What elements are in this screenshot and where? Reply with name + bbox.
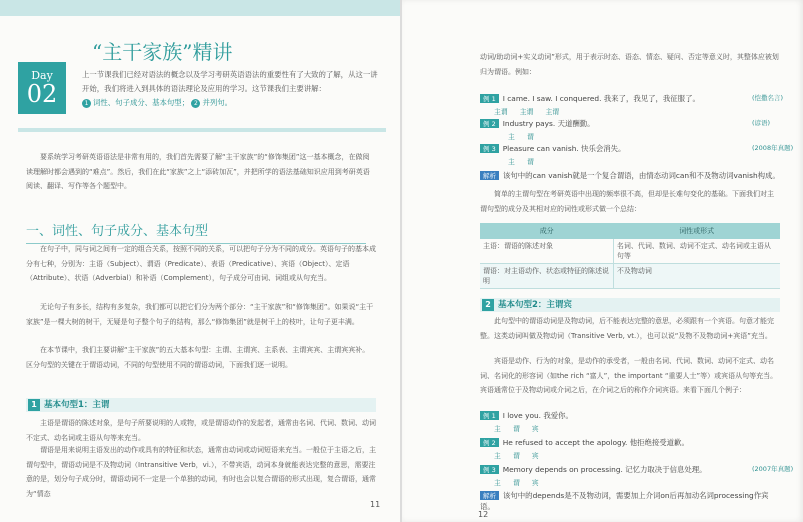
intro-topics [82,98,232,107]
example-text: Memory depends on processing. 记忆力取决于信息处理。 [502,465,707,474]
middle-paragraph: 简单的主谓句型在考研英语中出现的频率很不高，但却是长难句变化的基础。下面我们对主谓句型的成分及其相对应的词性或形式做一个总结： [480,190,774,213]
table-cell: 谓语：对主语动作、状态或特征的陈述说明 [480,264,613,289]
chapter-title: “主干家族”精讲 [92,40,233,64]
subheading-number: 2 [482,299,494,311]
intro-topic-1: 词性、句子成分、基本句型； [93,98,190,107]
table-cell: 不及物动词 [613,264,780,289]
example-text: Industry pays. 天道酬勤。 [502,119,595,128]
table-row [480,264,780,289]
example-source: (2007年真题) [752,465,794,473]
day-badge [18,62,66,114]
example-source: (恺撒名言) [752,94,784,102]
example-source: (2008年真题) [752,144,794,152]
example-tag: 例 2 [480,119,499,128]
example-2-roles: 主 谓 [508,133,534,141]
table-cell: 名词、代词、数词、动词不定式、动名词或主语从句等 [613,239,780,264]
subheading-title: 基本句型1：主谓 [44,400,110,410]
example-3-roles: 主 谓 [508,158,534,166]
number-2-icon: 2 [191,99,200,108]
example-tag: 例 1 [480,411,499,420]
paragraph-3: 无论句子有多长，结构有多复杂，我们都可以把它们分为两个部分：“主干家族”和“修饰集团”。如果说“主干家族”是一棵大树的树干，无疑是句子整个句子的结构，那么“修饰集团”就是树干上的枝叶，让句子更丰满。 [26,303,374,326]
analysis-text: 该句中的can vanish就是一个复合谓语，由情态动词can和不及物动词vanish构成。 [503,171,780,180]
left-page [0,0,400,522]
analysis-tag: 解析 [480,171,499,180]
number-1-icon: 1 [82,99,91,108]
analysis-note-1 [480,170,780,181]
day-number: 02 [26,80,58,108]
paragraph-4: 在本节课中，我们主要讲解“主干家族”的五大基本句型：主谓、主谓宾、主系表、主谓宾宾、主谓宾宾补。区分句型的关键在于谓语动词，不同的句型使用不同的谓语动词，下面我们逐一说明。 [26,346,370,369]
section-divider [18,128,386,132]
analysis-text: 该句中的depends是不及物动词，需要加上介词on后再加动名词processing作宾语。 [480,491,769,511]
table-row [480,239,780,264]
section-title: 一、词性、句子成分、基本句型 [26,220,366,244]
example-5-roles: 主 谓 宾 [494,452,539,460]
subheading-number: 1 [28,399,40,411]
intro-text: 上一节课我们已经对语法的概念以及学习考研英语语法的重要性有了大致的了解，从这一讲开始，我们将进入到具体的语法理论及应用的学习。这节课我们主要讲解： [82,70,378,93]
example-4 [480,410,780,421]
table-header: 词性或形式 [613,223,780,239]
subheading-title: 基本句型2：主谓宾 [498,300,572,310]
paragraph-5: 主语是谓语的陈述对象，是句子所要说明的人或物，或是谓语动作的发起者，通常由名词、代词、数词、动词不定式、动名词或主语从句等来充当。 [26,419,376,442]
paragraph-7: 此句型中的谓语动词是及物动词，后不能表达完整的意思，必须跟有一个宾语。句意才能完整。这类动词叫做及物动词（Transitive Verb, vt.），也可以说“及物不及物动词+宾语”充当。 [480,317,774,340]
page-number: 12 [478,510,489,519]
analysis-tag: 解析 [480,491,499,500]
right-page [402,0,803,522]
example-2 [480,118,780,129]
header-band [0,0,400,16]
example-text: Pleasure can vanish. 快乐会消失。 [502,144,626,153]
table-header: 成分 [480,223,613,239]
paragraph-2: 在句子中，同与词之间有一定的组合关系，按照不同的关系，可以把句子分为不同的成分。英语句子的基本成分有七种，分别为：主语（Subject）、谓语（Predicate）、表语（Predicative）、宾语（Object）、定语（Attribute）、状语（Adverbial）和补语（Complement），句子成分可由词、词组或从句充当。 [26,245,376,282]
summary-table [480,223,780,289]
example-5 [480,437,780,448]
example-3 [480,143,794,154]
table-header-row [480,223,780,239]
subheading-pattern-1 [26,398,376,412]
example-tag: 例 2 [480,438,499,447]
example-text: He refused to accept the apology. 他拒绝接受道歉。 [502,438,689,447]
intro-paragraph [82,68,382,110]
example-tag: 例 1 [480,94,499,103]
example-tag: 例 3 [480,465,499,474]
intro-topic-2: 并列句。 [202,98,233,107]
example-6-roles: 主 谓 宾 [494,479,539,487]
top-paragraph: 动词/助动词+实义动词”形式，用于表示时态、语态、情态、疑问、否定等意义时，其整体应被划归为谓语。例如： [480,53,779,76]
example-tag: 例 3 [480,144,499,153]
example-text: I came. I saw. I conquered. 我来了，我见了，我征服了。 [502,94,700,103]
example-text: I love you. 我爱你。 [502,411,573,420]
paragraph-1: 要系统学习考研英语语法是非常有用的，我们首先需要了解“主干家族”的“修饰集团”这一基本概念，在做阅读理解时都会遇到的“难点”。然后，我们在此“家族”之上“添砖加瓦”，并把所学的语法基础知识应用到考研英语阅读、翻译、写作等各个题型中。 [26,153,370,190]
example-1-roles: 主谓 主谓 主谓 [494,108,560,116]
paragraph-8: 宾语是动作、行为的对象，是动作的承受者，一般由名词、代词、数词、动词不定式、动名词、名词化的形容词（如the rich “富人”，the important “重要人士”等）或宾语从句等充当。宾语通常位于及物动词或介词之后，在介词之后的称作介词宾语。来看下面几个例子： [480,357,778,394]
example-source: (谚语) [752,119,771,127]
analysis-note-2 [480,490,780,512]
day-label: Day [31,69,53,82]
table-cell: 主语：谓语的陈述对象 [480,239,613,264]
page-number: 11 [370,500,381,509]
example-6 [480,464,794,475]
example-4-roles: 主 谓 宾 [494,425,539,433]
example-1 [480,93,784,104]
paragraph-6: 谓语是用来说明主语发出的动作或具有的特征和状态，通常由动词或动词短语来充当。一般位于主语之后，主谓句型中，谓语动词是不及物动词（Intransitive Verb，vi.），不带宾语，动词本身就能表达完整的意思，需要注意的是，划分句子成分时，谓语动词不一定是一个单独的动词，有时也会以复合谓语的形式出现，复合谓语，通常为“情态 [26,446,376,498]
subheading-pattern-2 [480,298,780,312]
